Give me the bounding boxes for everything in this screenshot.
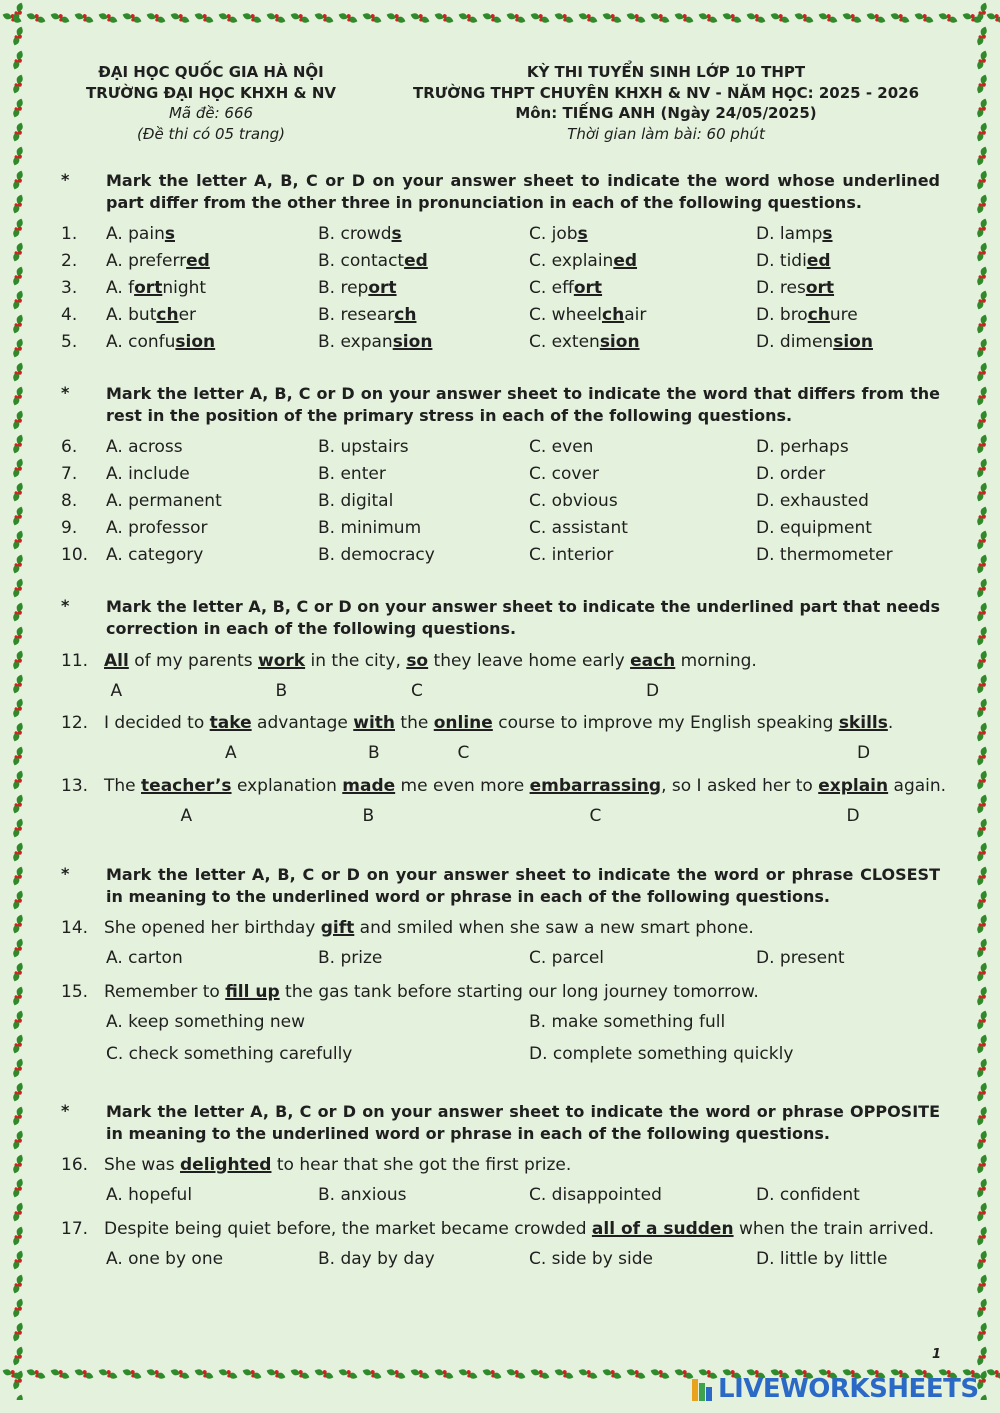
question-number: 9. [61,518,78,538]
holly-sprig-icon [976,26,990,47]
holly-sprig-icon [314,1367,335,1381]
underlined-part: ed [806,251,831,271]
exam-code: Mã đề: 666 [168,104,254,122]
holly-sprig-icon [506,1367,527,1381]
holly-border-top [0,0,1000,36]
underlined-part[interactable]: online [433,713,493,733]
answer-option[interactable]: B. enter [318,464,386,484]
holly-sprig-icon [976,1130,990,1151]
holly-sprig-icon [976,1082,990,1103]
underlined-part[interactable]: explain [818,776,889,796]
question-row [0,221,1000,247]
holly-sprig-icon [386,1367,407,1381]
holly-sprig-icon [842,11,863,25]
liveworksheets-wordmark: LIVEWORKSHEETS [718,1374,979,1404]
section-3-bullet: * [61,596,70,615]
underlined-part: sion [599,332,640,352]
underlined-part: s [577,224,588,244]
question-row [0,710,1000,768]
underlined-part: ed [404,251,428,271]
answer-option[interactable]: A. fortnight [106,278,207,298]
holly-sprig-icon [482,1367,503,1381]
holly-sprig-icon [242,11,263,25]
underlined-part[interactable]: with [353,713,396,733]
question-number: 12. [61,713,89,733]
question-row [0,515,1000,541]
answer-option[interactable]: C. extension [529,332,640,352]
section-2-instruction: Mark the letter A, B, C or D on your answer sheet to indicate the word that differs from the rest in the position of the primary stress in each of the following questions. [106,384,940,425]
holly-sprig-icon [12,866,26,887]
question-number: 13. [61,776,89,796]
holly-sprig-icon [12,1082,26,1103]
answer-option[interactable]: A. butcher [106,305,197,325]
question-row [0,915,1000,973]
answer-option[interactable]: A. permanent [106,491,222,511]
part-letter: D [646,681,660,701]
answer-option[interactable]: D. order [756,464,826,484]
answer-option[interactable]: D. perhaps [756,437,849,457]
holly-sprig-icon [626,11,647,25]
answer-option[interactable]: C. assistant [529,518,628,538]
question-number: 11. [61,651,89,671]
part-letter: A [225,743,237,763]
holly-sprig-icon [12,1346,26,1367]
answer-option[interactable]: B. contacted [318,251,428,271]
holly-sprig-icon [602,11,623,25]
holly-sprig-icon [12,1394,26,1400]
answer-option[interactable]: B. minimum [318,518,422,538]
holly-sprig-icon [866,11,887,25]
answer-option[interactable]: A. professor [106,518,208,538]
holly-sprig-icon [12,2,26,23]
holly-sprig-icon [12,1322,26,1343]
holly-sprig-icon [818,11,839,25]
question-row [0,275,1000,301]
holly-sprig-icon [290,1367,311,1381]
question-number: 2. [61,251,78,271]
answer-option[interactable]: D. lamps [756,224,833,244]
holly-sprig-icon [12,26,26,47]
holly-sprig-icon [554,11,575,25]
underlined-part: gift [320,918,355,938]
holly-sprig-icon [938,11,959,25]
university-name: ĐẠI HỌC QUỐC GIA HÀ NỘI [98,63,324,81]
part-letter: C [457,743,470,763]
part-letter: D [846,806,860,826]
question-number: 6. [61,437,78,457]
holly-sprig-icon [976,98,990,119]
underlined-part[interactable]: so [406,651,429,671]
underlined-part: sion [392,332,433,352]
section-5-bullet: * [61,1101,70,1120]
answer-option[interactable]: D. confident [756,1185,860,1205]
underlined-part[interactable]: teacher’s [141,776,232,796]
answer-option[interactable]: B. prize [318,948,383,968]
answer-option[interactable]: C. explained [529,251,638,271]
underlined-part: ch [394,305,417,325]
underlined-part: ed [613,251,638,271]
answer-option[interactable]: D. thermometer [756,545,893,565]
question-stem: Despite being quiet before, the market became crowded all of a sudden when the train arrived. [104,1219,935,1239]
underlined-part[interactable]: each [630,651,676,671]
holly-sprig-icon [722,11,743,25]
holly-sprig-icon [218,11,239,25]
underlined-part: ort [134,278,163,298]
question-number: 16. [61,1155,89,1175]
holly-sprig-icon [976,890,990,911]
holly-sprig-icon [434,1367,455,1381]
question-stem: Remember to fill up the gas tank before starting our long journey tomorrow. [104,982,759,1002]
holly-sprig-icon [770,11,791,25]
section-3-instruction: Mark the letter A, B, C or D on your answer sheet to indicate the underlined part that needs correction in each of the following questions. [106,597,940,638]
question-number: 3. [61,278,78,298]
answer-option[interactable]: C. interior [529,545,614,565]
holly-sprig-icon [530,11,551,25]
holly-sprig-icon [410,1367,431,1381]
underlined-part: delighted [180,1155,272,1175]
question-row [0,302,1000,328]
answer-option[interactable]: A. category [106,545,204,565]
holly-sprig-icon [194,1367,215,1381]
answer-option[interactable]: D. tidied [756,251,831,271]
answer-option[interactable]: A. across [106,437,183,457]
part-letter: C [589,806,602,826]
page-number: 1 [932,1347,942,1362]
answer-option[interactable]: D. complete something quickly [529,1044,794,1064]
holly-sprig-icon [458,1367,479,1381]
answer-option[interactable]: C. even [529,437,594,457]
liveworksheets-logo [690,1373,990,1405]
question-row [0,979,1000,1069]
holly-sprig-icon [362,11,383,25]
holly-sprig-icon [482,11,503,25]
holly-sprig-icon [976,602,990,623]
holly-sprig-icon [434,11,455,25]
question-number: 14. [61,918,89,938]
holly-sprig-icon [314,11,335,25]
exam-duration: Thời gian làm bài: 60 phút [567,124,765,143]
answer-option[interactable]: A. one by one [106,1249,224,1269]
part-letter: D [857,743,871,763]
holly-sprig-icon [976,122,990,143]
answer-option[interactable]: C. wheelchair [529,305,647,325]
answer-option[interactable]: D. present [756,948,845,968]
question-row [0,434,1000,460]
underlined-part[interactable]: made [342,776,396,796]
holly-sprig-icon [98,11,119,25]
answer-option[interactable]: A. hopeful [106,1185,193,1205]
holly-sprig-icon [976,1274,990,1295]
answer-option[interactable]: C. check something carefully [106,1044,353,1064]
holly-sprig-icon [12,1274,26,1295]
holly-sprig-icon [698,11,719,25]
holly-sprig-icon [746,11,767,25]
holly-sprig-icon [976,626,990,647]
holly-sprig-icon [362,1367,383,1381]
holly-sprig-icon [170,11,191,25]
holly-sprig-icon [530,1367,551,1381]
answer-option[interactable]: C. disappointed [529,1185,662,1205]
question-row [0,488,1000,514]
holly-sprig-icon [170,1367,191,1381]
answer-option[interactable]: C. effort [529,278,603,298]
answer-option[interactable]: B. democracy [318,545,435,565]
holly-sprig-icon [976,170,990,191]
holly-sprig-icon [976,146,990,167]
question-row [0,773,1000,831]
holly-sprig-icon [12,578,26,599]
question-row [0,248,1000,274]
holly-sprig-icon [506,11,527,25]
underlined-part: ch [156,305,179,325]
part-letter: B [275,681,288,701]
underlined-part: ort [805,278,835,298]
holly-sprig-icon [12,362,26,383]
question-row [0,329,1000,355]
holly-sprig-icon [602,1367,623,1381]
holly-sprig-icon [12,74,26,95]
holly-sprig-icon [12,386,26,407]
holly-sprig-icon [976,2,990,23]
holly-sprig-icon [122,11,143,25]
holly-sprig-icon [146,1367,167,1381]
holly-sprig-icon [194,11,215,25]
section-4-bullet: * [61,864,70,883]
holly-sprig-icon [976,386,990,407]
answer-option[interactable]: C. obvious [529,491,618,511]
answer-option[interactable]: D. brochure [756,305,858,325]
underlined-part[interactable]: All [104,651,129,671]
question-number: 7. [61,464,78,484]
answer-option[interactable]: C. jobs [529,224,588,244]
holly-sprig-icon [50,11,71,25]
holly-sprig-icon [976,1322,990,1343]
question-number: 15. [61,982,89,1002]
answer-option[interactable]: B. anxious [318,1185,407,1205]
answer-option[interactable]: A. confusion [106,332,216,352]
question-stem: The teacher’s explanation made me even more embarrassing, so I asked her to explain again. [104,776,947,796]
holly-sprig-icon [410,11,431,25]
holly-sprig-icon [650,1367,671,1381]
underlined-part: sion [833,332,873,352]
holly-sprig-icon [12,1130,26,1151]
underlined-part: ch [602,305,625,325]
answer-option[interactable]: C. cover [529,464,599,484]
underlined-part: ed [186,251,210,271]
holly-sprig-icon [794,11,815,25]
question-row [0,1216,1000,1274]
holly-sprig-icon [12,890,26,911]
question-number: 17. [61,1219,89,1239]
section-1-instruction: Mark the letter A, B, C or D on your answer sheet to indicate the word whose underlined part differ from the other three in pronunciation in each of the following questions. [106,171,940,212]
holly-sprig-icon [12,170,26,191]
holly-sprig-icon [976,74,990,95]
answer-option[interactable]: D. dimension [756,332,873,352]
underlined-part: ort [573,278,603,298]
underlined-part[interactable]: work [258,651,306,671]
holly-sprig-icon [338,1367,359,1381]
underlined-part: ort [368,278,397,298]
underlined-part: fill up [225,982,280,1002]
holly-sprig-icon [458,11,479,25]
underlined-part: s [164,224,175,244]
holly-sprig-icon [74,11,95,25]
question-number: 1. [61,224,78,244]
holly-sprig-icon [218,1367,239,1381]
exam-subject: Môn: TIẾNG ANH (Ngày 24/05/2025) [515,104,817,122]
holly-sprig-icon [12,146,26,167]
part-letter: A [110,681,123,701]
answer-option[interactable]: B. crowds [318,224,402,244]
underlined-part: sion [175,332,216,352]
holly-sprig-icon [12,1106,26,1127]
answer-option[interactable]: D. exhausted [756,491,869,511]
answer-option[interactable]: A. keep something new [106,1012,306,1032]
underlined-part[interactable]: embarrassing [529,776,662,796]
exam-title: KỲ THI TUYỂN SINH LỚP 10 THPT [526,63,806,81]
underlined-part: all of a sudden [591,1219,734,1239]
holly-sprig-icon [976,410,990,431]
holly-sprig-icon [578,1367,599,1381]
holly-sprig-icon [12,194,26,215]
holly-sprig-icon [266,11,287,25]
answer-option[interactable]: B. day by day [318,1249,435,1269]
question-stem: I decided to take advantage with the online course to improve my English speaking skills. [104,713,894,733]
underlined-part: s [391,224,402,244]
holly-sprig-icon [12,410,26,431]
answer-option[interactable]: A. include [106,464,190,484]
holly-sprig-icon [976,50,990,71]
section-4-instruction: Mark the letter A, B, C or D on your answer sheet to indicate the word or phrase CLOSEST in meaning to the underlined word or phrase in each of the following questions. [106,865,940,906]
holly-sprig-icon [12,842,26,863]
holly-sprig-icon [12,50,26,71]
holly-sprig-icon [554,1367,575,1381]
holly-sprig-icon [626,1367,647,1381]
holly-sprig-icon [890,11,911,25]
section-2-bullet: * [61,383,70,402]
holly-sprig-icon [12,626,26,647]
part-letter: B [368,743,380,763]
holly-sprig-icon [976,194,990,215]
section-5-instruction: Mark the letter A, B, C or D on your answer sheet to indicate the word or phrase OPPOSITE in meaning to the underlined word or phrase in each of the following questions. [106,1102,940,1143]
holly-sprig-icon [976,578,990,599]
holly-sprig-icon [650,11,671,25]
answer-option[interactable]: A. pains [106,224,175,244]
question-stem: All of my parents work in the city, so they leave home early each morning. [104,651,757,671]
question-stem: She opened her birthday gift and smiled when she saw a new smart phone. [104,918,754,938]
exam-school-year: TRƯỜNG THPT CHUYÊN KHXH & NV - NĂM HỌC: 2025 - 2026 [412,83,920,102]
question-row [0,648,1000,706]
underlined-part: s [822,224,833,244]
section-1-bullet: * [61,170,70,189]
answer-option[interactable]: A. carton [106,948,183,968]
answer-option[interactable]: B. expansion [318,332,433,352]
header-left [62,62,360,144]
holly-sprig-icon [12,602,26,623]
underlined-part: ch [807,305,830,325]
holly-sprig-icon [290,11,311,25]
answer-option[interactable]: D. equipment [756,518,872,538]
liveworksheets-logo-icon [690,1373,716,1405]
question-row [0,461,1000,487]
answer-option[interactable]: A. preferred [106,251,210,271]
answer-option[interactable]: D. resort [756,278,835,298]
holly-sprig-icon [12,1370,26,1391]
header-right [395,62,937,144]
question-number: 10. [61,545,89,565]
holly-sprig-icon [12,122,26,143]
answer-option[interactable]: B. digital [318,491,394,511]
part-letter: B [362,806,375,826]
part-letter: C [411,681,423,701]
answer-option[interactable]: B. upstairs [318,437,409,457]
holly-sprig-icon [242,1367,263,1381]
holly-sprig-icon [578,11,599,25]
page-count-note: (Đề thi có 05 trang) [137,124,285,143]
holly-sprig-icon [914,11,935,25]
holly-sprig-icon [50,1367,71,1381]
holly-sprig-icon [976,842,990,863]
question-stem: She was delighted to hear that she got the first prize. [104,1155,572,1175]
answer-option[interactable]: C. side by side [529,1249,653,1269]
answer-option[interactable]: C. parcel [529,948,605,968]
holly-sprig-icon [386,11,407,25]
part-letter: A [180,806,193,826]
holly-sprig-icon [146,11,167,25]
holly-sprig-icon [674,11,695,25]
answer-option[interactable]: D. little by little [756,1249,888,1269]
question-row [0,1152,1000,1210]
holly-sprig-icon [74,1367,95,1381]
school-name: TRƯỜNG ĐẠI HỌC KHXH & NV [85,83,336,102]
holly-sprig-icon [976,866,990,887]
holly-sprig-icon [338,11,359,25]
holly-sprig-icon [976,1346,990,1367]
answer-option[interactable]: B. research [318,305,417,325]
answer-option[interactable]: B. make something full [529,1012,726,1032]
holly-sprig-icon [976,1298,990,1319]
holly-sprig-icon [976,362,990,383]
question-number: 8. [61,491,78,511]
question-row [0,542,1000,568]
holly-sprig-icon [976,1106,990,1127]
question-number: 4. [61,305,78,325]
holly-sprig-icon [266,1367,287,1381]
underlined-part[interactable]: skills [838,713,888,733]
holly-sprig-icon [122,1367,143,1381]
answer-option[interactable]: B. report [318,278,397,298]
question-number: 5. [61,332,78,352]
holly-sprig-icon [12,98,26,119]
underlined-part[interactable]: take [209,713,252,733]
holly-sprig-icon [98,1367,119,1381]
holly-sprig-icon [12,1298,26,1319]
